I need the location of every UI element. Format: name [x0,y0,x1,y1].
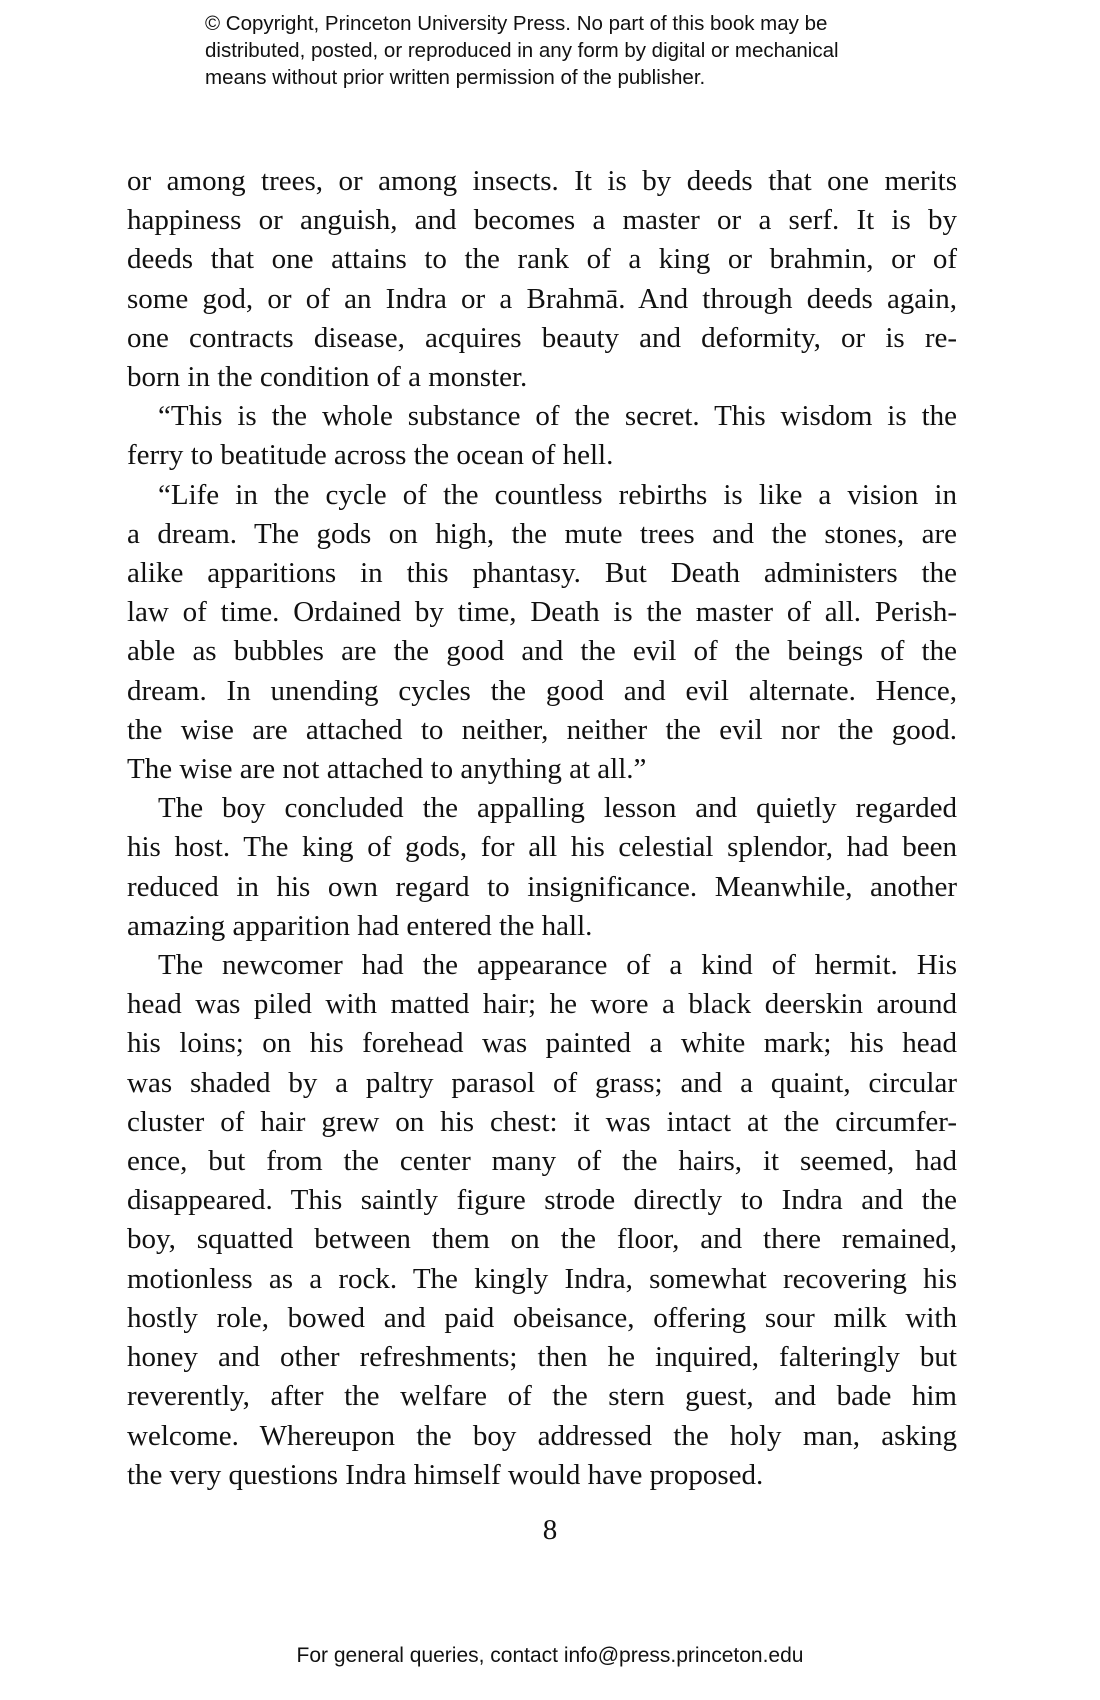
text-line: The boy concluded the appalling lesson and quietly regarded [158,792,957,825]
text-line: happiness or anguish, and becomes a master or a serf. It is by [127,204,957,237]
text-line: head was piled with matted hair; he wore a black deerskin around [127,988,957,1021]
text-line: born in the condition of a monster. [127,361,528,394]
copyright-line: distributed, posted, or reproduced in any form by digital or mechanical [205,39,839,62]
paragraph [127,162,957,397]
text-line: disappeared. This saintly figure strode directly to Indra and the [127,1184,957,1217]
text-line: dream. In unending cycles the good and evil alternate. Hence, [127,674,957,707]
paragraph [127,397,957,475]
text-line: welcome. Whereupon the boy addressed the holy man, asking [127,1419,957,1452]
text-line: The newcomer had the appearance of a kind of hermit. His [158,949,957,982]
text-line: amazing apparition had entered the hall. [127,909,593,942]
copyright-line: © Copyright, Princeton University Press. No part of this book may be [205,12,828,35]
text-line: reduced in his own regard to insignificance. Meanwhile, another [127,870,957,903]
text-line: alike apparitions in this phantasy. But Death administers the [127,557,957,590]
text-line: ferry to beatitude across the ocean of hell. [127,439,614,472]
text-line: able as bubbles are the good and the evil of the beings of the [127,635,957,668]
text-line: law of time. Ordained by time, Death is the master of all. Perish- [127,596,957,629]
text-line: his loins; on his forehead was painted a white mark; his head [127,1027,957,1060]
copyright-notice [205,10,925,91]
text-line: honey and other refreshments; then he inquired, falteringly but [127,1341,957,1374]
body-text [127,162,957,1495]
text-line: boy, squatted between them on the floor, and there remained, [127,1223,957,1256]
text-line: reverently, after the welfare of the stern guest, and bade him [127,1380,957,1413]
text-line: deeds that one attains to the rank of a king or brahmin, or of [127,243,957,276]
text-line: The wise are not attached to anything at all.” [127,753,647,786]
footer-contact: For general queries, contact info@press.princeton.edu [296,1644,804,1667]
paragraph [127,476,957,790]
text-line: the very questions Indra himself would have proposed. [127,1458,764,1491]
text-line: his host. The king of gods, for all his celestial splendor, had been [127,831,957,864]
text-line: “Life in the cycle of the countless rebirths is like a vision in [158,478,957,511]
text-line: a dream. The gods on high, the mute trees and the stones, are [127,517,957,550]
text-line: ence, but from the center many of the hairs, it seemed, had [127,1145,957,1178]
text-line: motionless as a rock. The kingly Indra, somewhat recovering his [127,1262,957,1295]
paragraph [127,946,957,1495]
text-line: was shaded by a paltry parasol of grass; and a quaint, circular [127,1066,957,1099]
text-line: or among trees, or among insects. It is by deeds that one merits [127,165,957,197]
text-line: hostly role, bowed and paid obeisance, offering sour milk with [127,1301,957,1334]
text-line: one contracts disease, acquires beauty and deformity, or is re- [127,321,957,354]
copyright-line: means without prior written permission of the publisher. [205,66,706,89]
paragraph [127,789,957,946]
text-line: cluster of hair grew on his chest: it was intact at the circumfer- [127,1105,957,1138]
page-number: 8 [542,1514,558,1546]
text-line: some god, or of an Indra or a Brahmā. And through deeds again, [127,282,957,315]
text-line: the wise are attached to neither, neither the evil nor the good. [127,713,957,746]
text-line: “This is the whole substance of the secret. This wisdom is the [158,400,957,433]
